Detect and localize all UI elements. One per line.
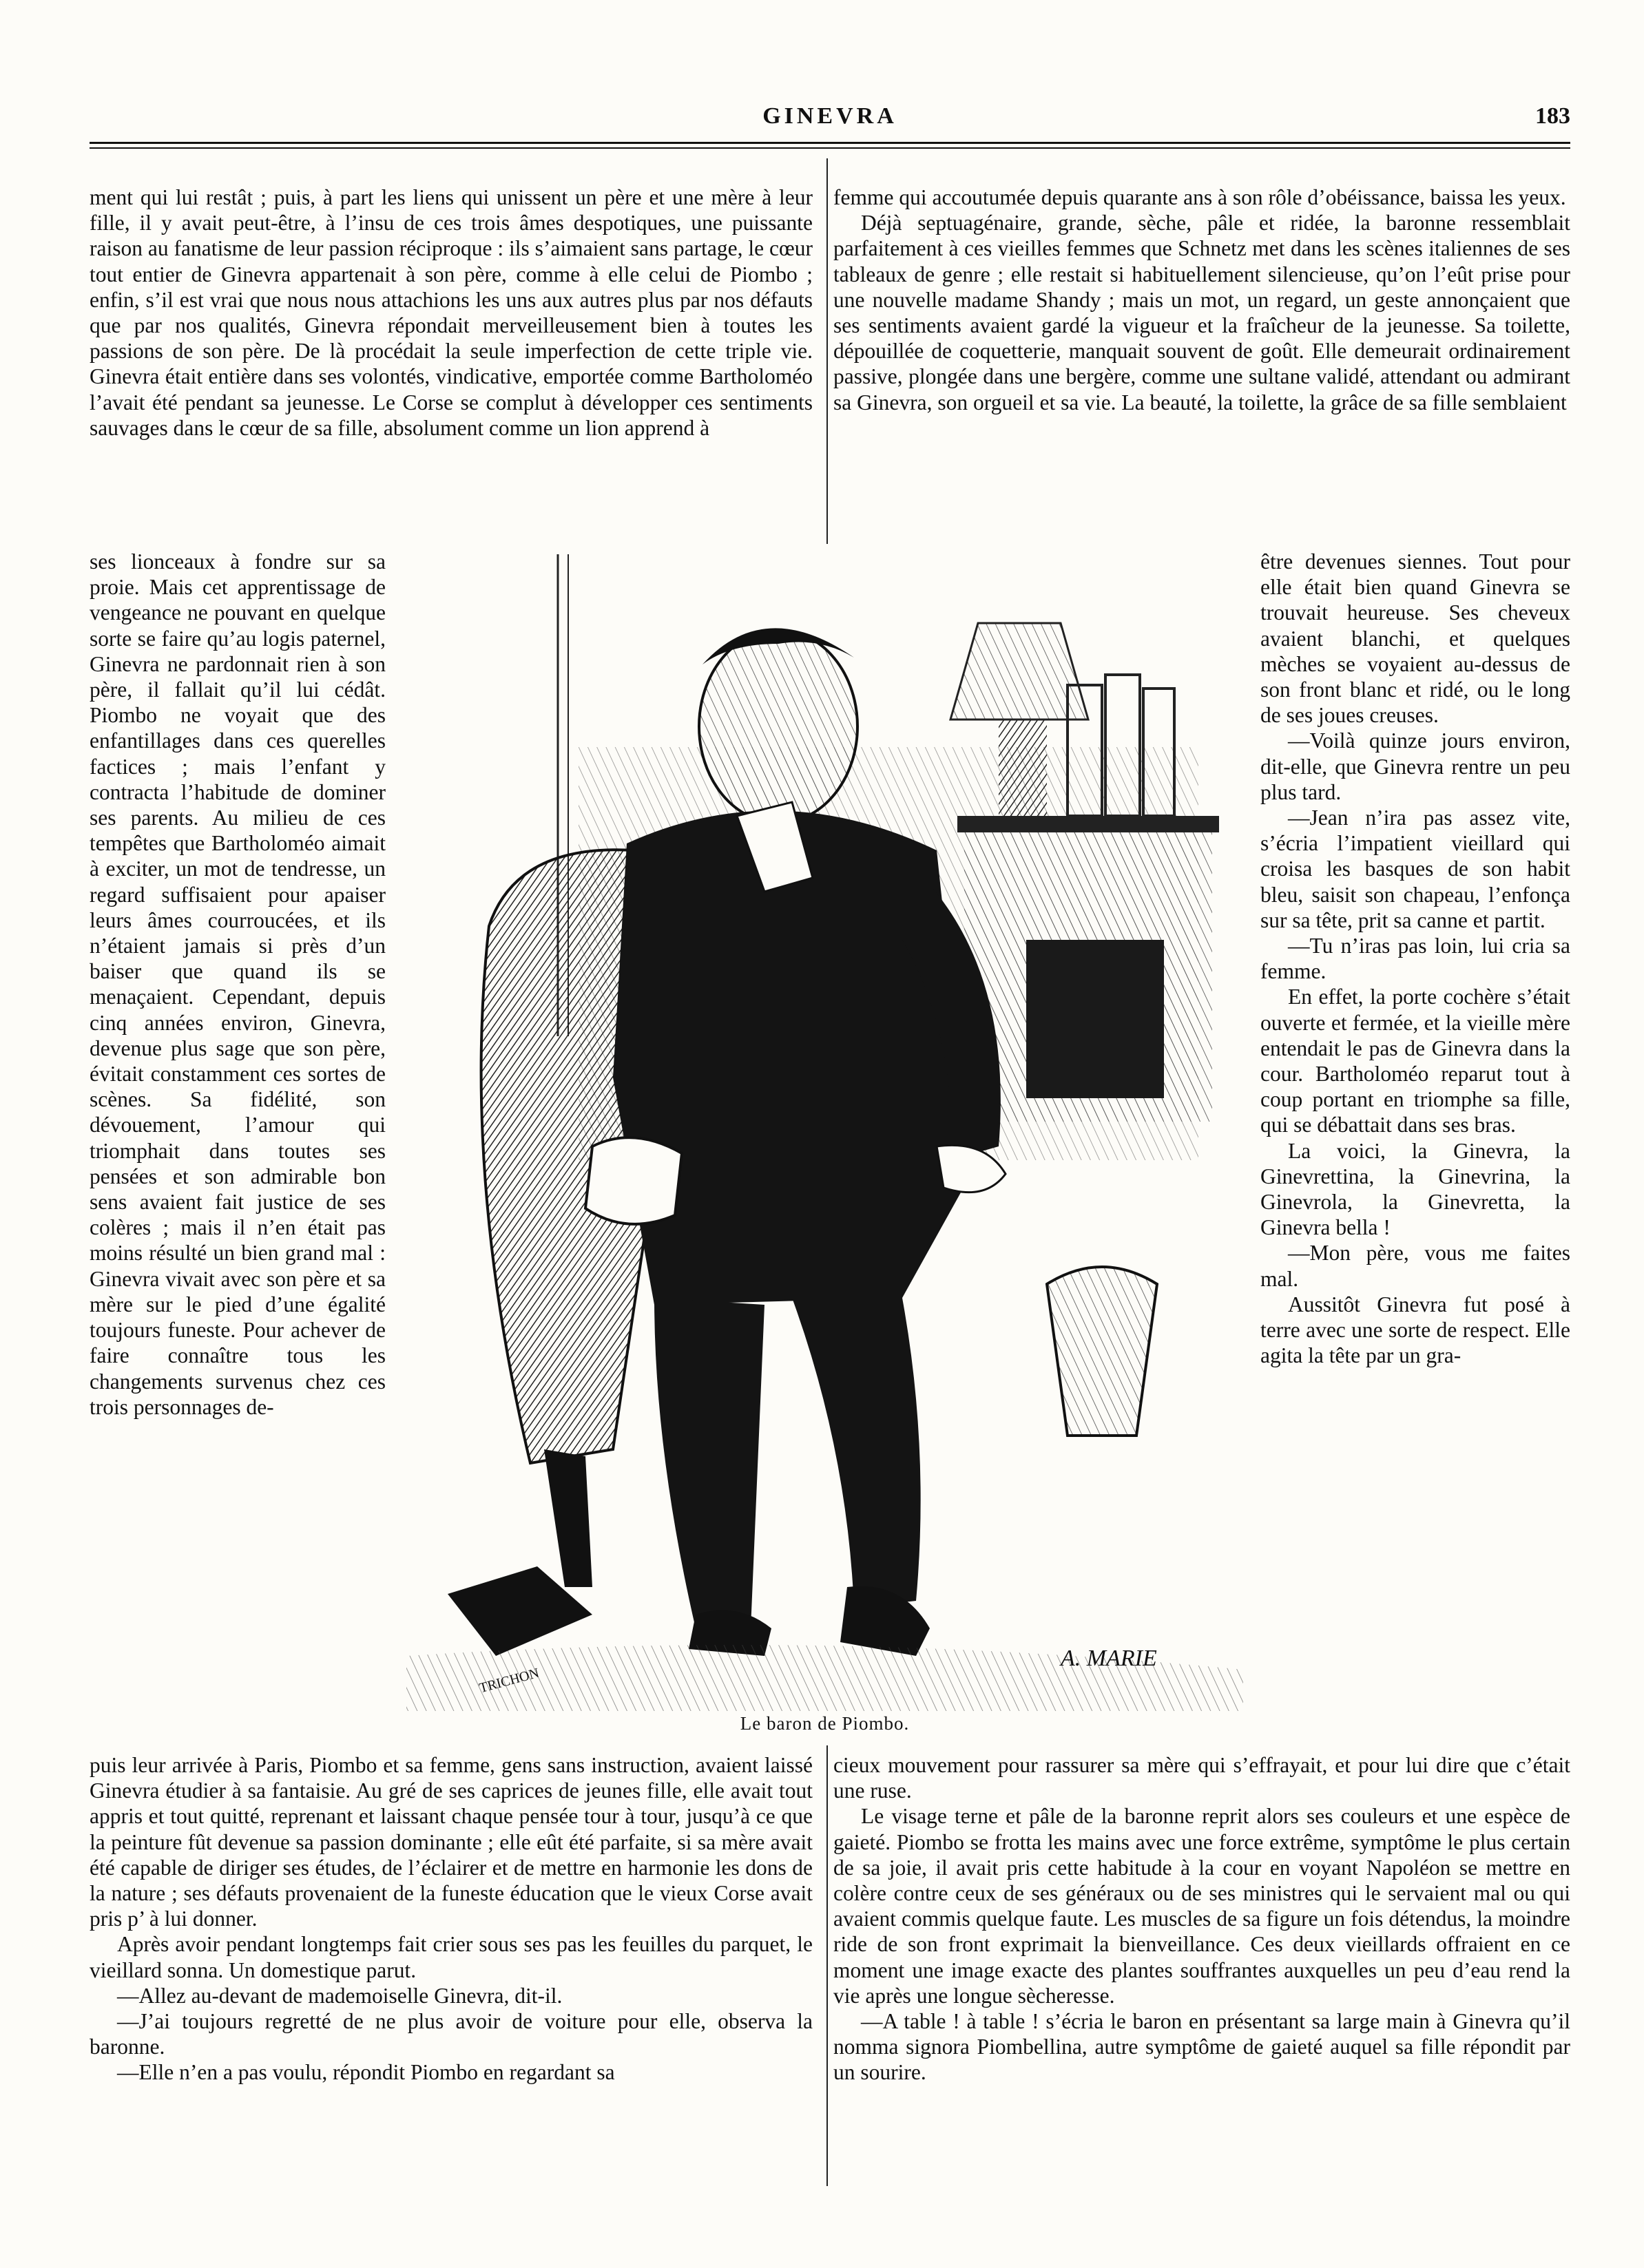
column-divider xyxy=(826,1745,828,2186)
paragraph: —Allez au-devant de mademoiselle Ginevra, dit-il. xyxy=(117,1983,563,2008)
running-title: GINEVRA xyxy=(762,103,897,129)
left-column-wrap-text xyxy=(90,549,386,1754)
header-rule-thin xyxy=(90,147,1570,149)
paragraph: ment qui lui restât ; puis, à part les liens qui unissent un père et une mère à leur fille, il y avait peut-être, à l’insu de ces trois âmes despotiques, une puissante raison au fanatisme de leur passion réciproque : ils s’aimaient sans partage, le cœur tout entier de Ginevra appartenait à son père, comme à elle celui de Piombo ; enfin, s’il est vrai que nous nous attachions les uns aux autres plus par nos défauts que par nos qualités, Ginevra répondait merveilleusement bien à toutes les passions de son père. De là procédait la seule imperfection de cette triple vie. Ginevra était entière dans ses volontés, vindicative, emportée comme Bartholoméo l’avait été pendant sa jeunesse. Le Corse se complut à développer ces sentiments sauvages dans le cœur de sa fille, absolument comme un lion apprend à xyxy=(90,185,813,440)
paragraph: femme qui accoutumée depuis quarante ans à son rôle d’obéissance, baissa les yeux. xyxy=(833,185,1566,209)
paragraph: cieux mouvement pour rassurer sa mère qui s’effrayait, et pour lui dire que c’était une ruse. xyxy=(833,1753,1570,1803)
header-rule xyxy=(90,142,1570,144)
paragraph: La voici, la Ginevra, la Ginevrettina, la Ginevrina, la Ginevrola, la Ginevretta, la Ginevra bella ! xyxy=(1260,1138,1570,1240)
engraving-image xyxy=(406,554,1243,1711)
left-column-top-text xyxy=(90,185,813,549)
paragraph: —Tu n’iras pas loin, lui cria sa femme. xyxy=(1260,934,1570,984)
paragraph: —Jean n’ira pas assez vite, s’écria l’impatient vieillard qui croisa les basques de son habit bleu, saisit son chapeau, l’enfonça sur sa tête, prit sa canne et partit. xyxy=(1260,806,1570,932)
paragraph: puis leur arrivée à Paris, Piombo et sa femme, gens sans instruction, avaient laissé Ginevra étudier à sa fantaisie. Au gré de ses caprices de jeunes fille, elle avait tout appris et tout quitté, reprenant et laissant chaque pensée tour à tour, jusqu’à ce que la peinture fût devenue sa passion dominante ; elle eût été parfaite, si sa mère avait été capable de diriger ses études, de l’éclairer et de mettre en harmonie les dons de la nature ; ses défauts provenaient de la funeste éducation que le vieux Corse avait pris p’ à lui donner. xyxy=(90,1753,813,1931)
engraver-signature: TRICHON xyxy=(477,1665,541,1697)
paragraph: Déjà septuagénaire, grande, sèche, pâle et ridée, la baronne ressemblait parfaitement à ces vieilles femmes que Schnetz met dans les scènes italiennes de ses tableaux de genre ; elle restait si habituellement silencieuse, qu’on l’eût prise pour une nouvelle madame Shandy ; mais un mot, un regard, un geste annonçaient que ses sentiments avaient gardé la vigueur et la fraîcheur de la jeunesse. Sa toilette, dépouillée de coquetterie, manquait souvent de goût. Elle demeurait ordinairement passive, plongée dans une bergère, comme une sultane validé, attendant ou admirant sa Ginevra, son orgueil et sa vie. La beauté, la toilette, la grâce de sa fille semblaient xyxy=(833,211,1570,414)
paragraph: —J’ai toujours regretté de ne plus avoir de voiture pour elle, observa la baronne. xyxy=(90,2009,813,2059)
running-head xyxy=(90,103,1570,135)
paragraph: —A table ! à table ! s’écria le baron en présentant sa large main à Ginevra qu’il nomma signora Piombellina, autre symptôme de gaieté auquel sa fille répondit par un sourire. xyxy=(833,2009,1570,2085)
right-column-top-text xyxy=(833,185,1570,549)
paragraph: Le visage terne et pâle de la baronne reprit alors ses couleurs et une espèce de gaieté. Piombo se frotta les mains avec une force extrême, symptôme le plus certain de sa joie, il avait pris cette habitude à la cour en voyant Napoléon se mettre en colère contre ceux de ses généraux ou de ses ministres qui le servaient mal ou qui avaient commis quelque faute. Les muscles de sa figure un fois détendus, la moindre ride de son front exprimait la bienveillance. Ces deux vieillards offraient en ce moment une image exacte des plantes souffrantes auxquelles un peu d’eau rend la vie après une longue sècheresse. xyxy=(833,1804,1570,2008)
right-column-wrap-text xyxy=(1260,549,1570,1754)
paragraph: En effet, la porte cochère s’était ouverte et fermée, et la vieille mère entendait le pas de Ginevra dans la cour. Bartholoméo reparut tout à coup portant en triomphe sa fille, qui se débattait dans ses bras. xyxy=(1260,985,1570,1137)
paragraph: ses lionceaux à fondre sur sa proie. Mais cet apprentissage de vengeance ne pouvant en quelque sorte se faire qu’au logis paternel, Ginevra ne pardonnait rien à son père, il fallait qu’il lui cédât. Piombo ne voyait que des enfantillages dans ces querelles factices ; mais l’enfant y contracta l’habitude de dominer ses parents. Au milieu de ces tempêtes que Bartholoméo aimait à exciter, un mot de tendresse, un regard suffisaient pour apaiser leurs âmes courroucées, et ils n’étaient jamais si près d’un baiser que quand ils se menaçaient. Cependant, depuis cinq années environ, Ginevra, devenue plus sage que son père, évitait constamment ces sortes de scènes. Sa fidélité, son dévouement, l’amour qui triomphait dans toutes ses pensées et son admirable bon sens avaient fait justice de ses colères ; mais il n’en était pas moins résulté un bien grand mal : Ginevra vivait avec son père et sa mère sur le pied d’une égalité toujours funeste. Pour achever de faire connaître tous les changements survenus chez ces trois personnages de- xyxy=(90,549,386,1419)
paragraph: Après avoir pendant longtemps fait crier sous ses pas les feuilles du parquet, le vieillard sonna. Un domestique parut. xyxy=(90,1932,813,1982)
right-column-bottom-text xyxy=(833,1752,1570,2193)
page-number: 183 xyxy=(1535,103,1570,129)
artist-signature: A. MARIE xyxy=(1061,1646,1157,1671)
column-divider xyxy=(826,158,828,544)
left-column-bottom-text xyxy=(90,1752,813,2193)
paragraph: Aussitôt Ginevra fut posé à terre avec une sorte de respect. Elle agita la tête par un gra- xyxy=(1260,1292,1570,1368)
paragraph: être devenues siennes. Tout pour elle était bien quand Ginevra se trouvait heureuse. Ses cheveux avaient blanchi, et quelques mèches se voyaient au-dessus de son front blanc et ridé, ou le long de ses joues creuses. xyxy=(1260,549,1570,728)
illustration-caption: Le baron de Piombo. xyxy=(740,1713,910,1734)
paragraph: —Elle n’en a pas voulu, répondit Piombo en regardant sa xyxy=(117,2060,615,2085)
paragraph: —Mon père, vous me faites mal. xyxy=(1260,1241,1570,1291)
illustration-baron-de-piombo xyxy=(406,554,1243,1711)
paragraph: —Voilà quinze jours environ, dit-elle, que Ginevra rentre un peu plus tard. xyxy=(1260,728,1570,804)
